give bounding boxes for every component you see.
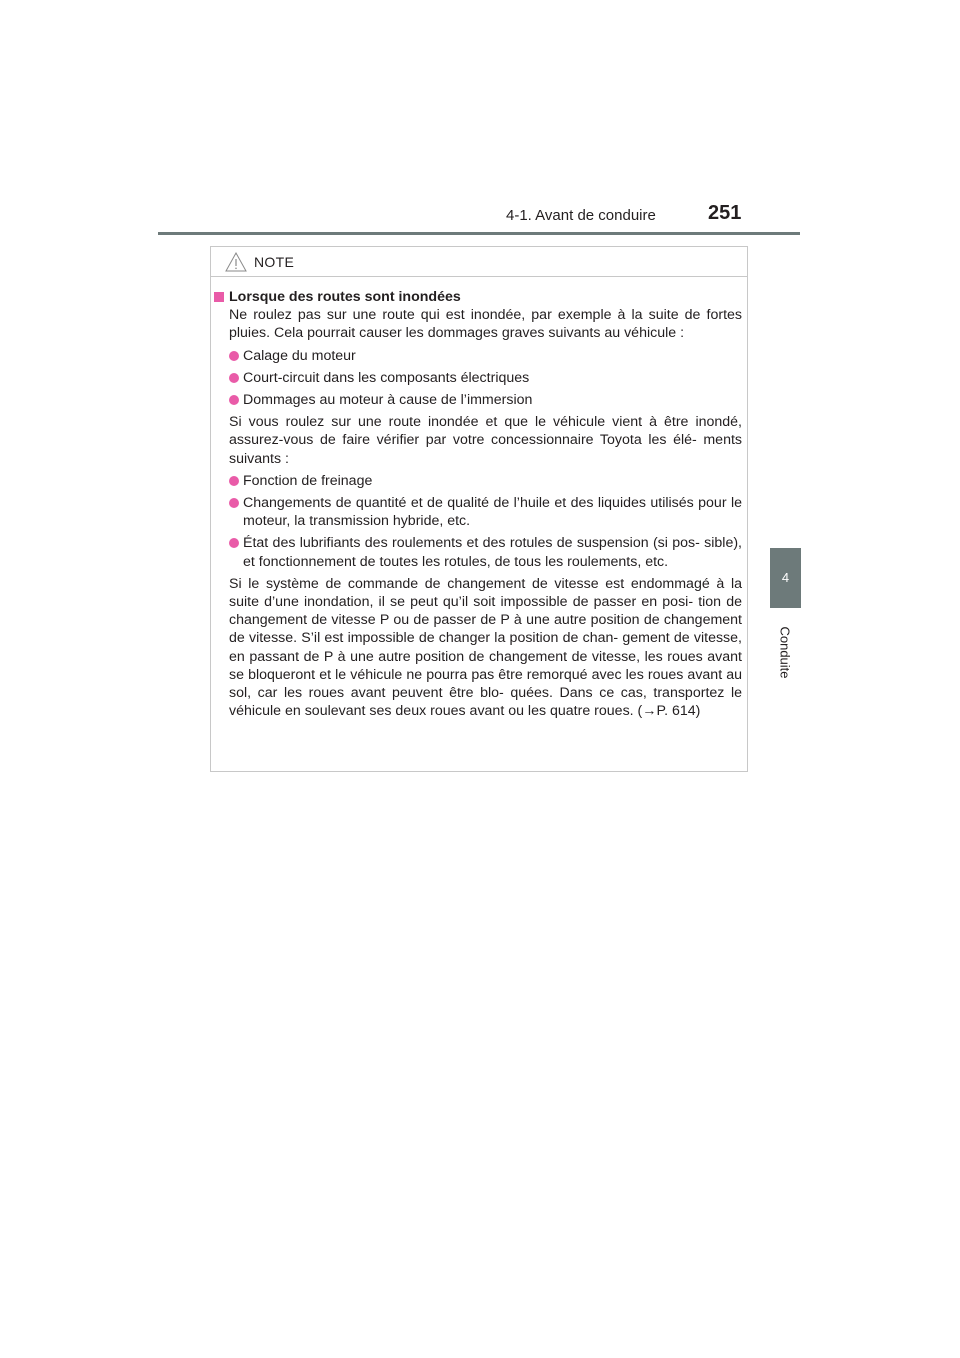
note-heading [214, 288, 742, 306]
note-header [211, 247, 747, 277]
circle-bullet-icon [229, 476, 239, 486]
note-body [214, 288, 742, 720]
list-item [214, 534, 742, 570]
chapter-label-text: Conduite [777, 625, 793, 679]
list-item [214, 472, 742, 490]
page-number: 251 [708, 202, 742, 224]
check-intro: Si vous roulez sur une route inondée et que le véhicule vient à être inondé, assurez-vous de faire vérifier par votre concessionnaire Toyota les élé- ments suivants : [229, 414, 742, 467]
list-item-text: État des lubrifiants des roulements et des rotules de suspension (si pos- sible), et fonctionnement de toutes les rotules, de tous les roulements, etc. [243, 535, 742, 570]
note-intro: Ne roulez pas sur une route qui est inondée, par exemple à la suite de fortes pluies. Cela pourrait causer les dommages graves suivants au véhicule : [229, 307, 742, 342]
header-section-title: 4-1. Avant de conduire [506, 207, 656, 224]
note-title: NOTE [254, 254, 295, 270]
list-item [214, 391, 742, 409]
chapter-label [760, 612, 810, 692]
list-item-text: Changements de quantité et de qualité de l’huile et des liquides utilisés pour le moteur, la transmission hybride, etc. [243, 495, 742, 530]
list-item [214, 369, 742, 387]
square-bullet-icon [214, 292, 224, 302]
circle-bullet-icon [229, 395, 239, 405]
closing-paragraph: Si le système de commande de changement de vitesse est endommagé à la suite d’une inondation, il se peut qu’il soit impossible de passer en posi- tion de changement de vitesse P ou de passer de P à une autre position de changement de vitesse. S’il est impossible de changer la position de chan- gement de vitesse, en passant de P à une autre position de changement de vitesse, les roues avant se bloqueront et le véhicule ne pourra pas être remorqué avec les roues avant au sol, car les roues avant peuvent être blo- quées. Dans ce cas, transportez le véhicule en soulevant ses deux roues avant ou les quatre roues. (→P. 614) [229, 575, 742, 720]
circle-bullet-icon [229, 498, 239, 508]
header-divider [158, 232, 800, 235]
list-item-text: Court-circuit dans les composants électriques [243, 369, 530, 386]
circle-bullet-icon [229, 351, 239, 361]
warning-triangle-icon [225, 252, 247, 272]
chapter-number: 4 [781, 570, 790, 585]
chapter-tab[interactable] [770, 548, 801, 608]
circle-bullet-icon [229, 538, 239, 548]
list-item-text: Dommages au moteur à cause de l’immersion [243, 392, 533, 409]
list-item [214, 347, 742, 365]
note-heading-text: Lorsque des routes sont inondées [229, 289, 461, 305]
note-box [210, 246, 748, 772]
list-item-text: Fonction de freinage [243, 472, 373, 489]
circle-bullet-icon [229, 373, 239, 383]
list-item [214, 494, 742, 530]
list-item-text: Calage du moteur [243, 347, 356, 364]
